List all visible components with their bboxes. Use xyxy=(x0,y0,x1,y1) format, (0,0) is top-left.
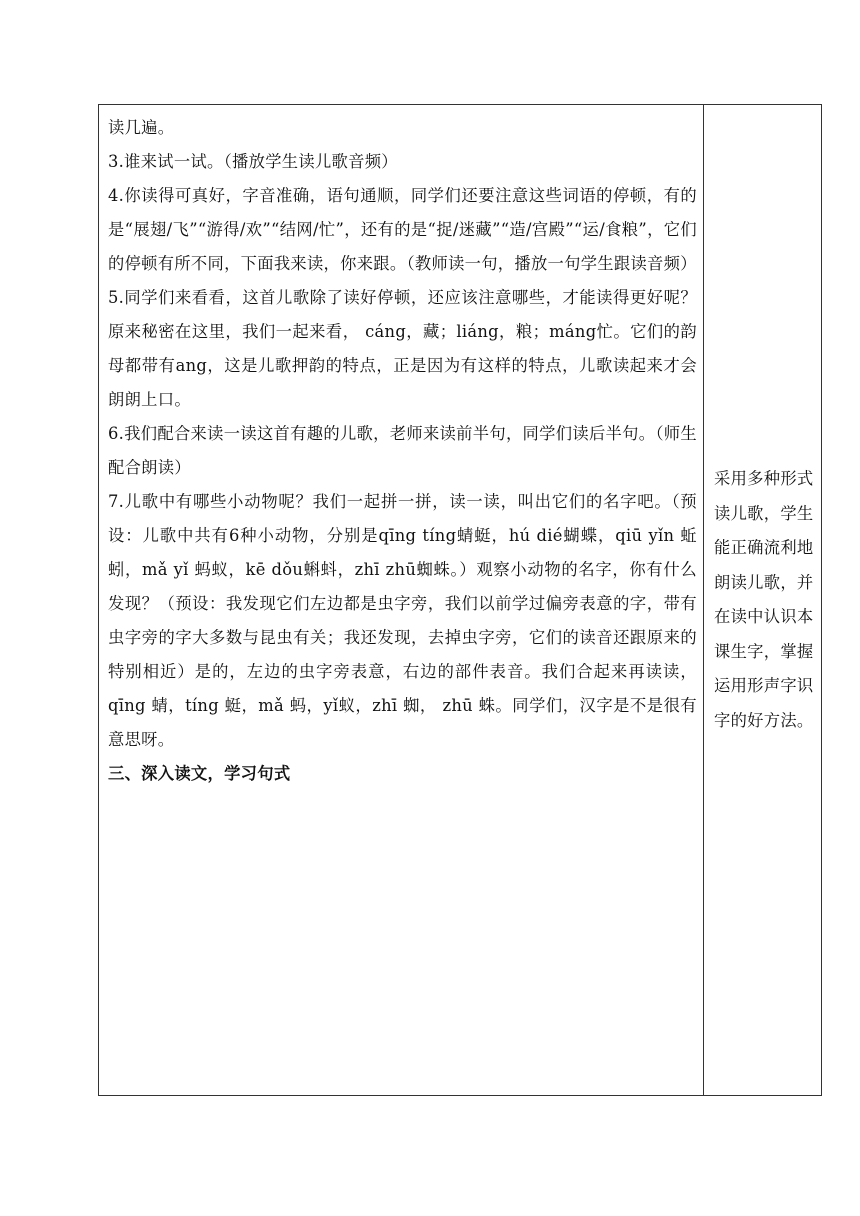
paragraph-step-7: 7.儿歌中有哪些小动物呢？我们一起拼一拼，读一读，叫出它们的名字吧。（预设：儿歌中共有6种小动物，分别是qīng tíng蜻蜓，hú dié蝴蝶，qiū yǐn 蚯蚓，mǎ yǐ 蚂蚁，kē dǒu蝌蚪，zhī zhū蜘蛛。）观察小动物的名字，你有什么发现？（预设：我发现它们左边都是虫字旁，我们以前学过偏旁表意的字，带有虫字旁的字大多数与昆虫有关；我还发现，去掉虫字旁，它们的读音还跟原来的特别相近）是的，左边的虫字旁表意，右边的部件表音。我们合起来再读读，qīng 蜻，tíng 蜓，mǎ 蚂，yǐ蚁，zhī 蜘， zhū 蛛。同学们，汉字是不是很有意思呀。 xyxy=(108,492,697,749)
paragraph-step-4: 4.你读得可真好，字音准确，语句通顺，同学们还要注意这些词语的停顿，有的是“展翅/飞”“游得/欢”“结网/忙”，还有的是“捉/迷藏”“造/宫殿”“运/食粮”，它们的停顿有所不同，下面我来读，你来跟。（教师读一句，播放一句学生跟读音频） xyxy=(108,186,697,273)
paragraph-step-5: 5.同学们来看看，这首儿歌除了读好停顿，还应该注意哪些，才能读得更好呢？原来秘密在这里，我们一起来看， cáng，藏；liáng，粮；máng忙。它们的韵母都带有ang，这是儿歌押韵的特点，正是因为有这样的特点，儿歌读起来才会朗朗上口。 xyxy=(108,288,697,409)
lesson-plan-table xyxy=(98,104,822,1096)
teaching-process-cell xyxy=(99,105,704,1095)
section-heading: 三、深入读文，学习句式 xyxy=(108,764,291,783)
paragraph-step-3: 3.谁来试一试。（播放学生读儿歌音频） xyxy=(108,152,398,171)
paragraph-step-6: 6.我们配合来读一读这首有趣的儿歌，老师来读前半句，同学们读后半句。（师生配合朗读） xyxy=(108,424,697,477)
design-intent-text: 采用多种形式读儿歌，学生能正确流利地朗读儿歌，并在读中认识本课生字，掌握运用形声字识字的好方法。 xyxy=(714,469,814,730)
design-intent-cell xyxy=(704,105,821,1095)
paragraph-continuation: 读几遍。 xyxy=(108,118,175,137)
